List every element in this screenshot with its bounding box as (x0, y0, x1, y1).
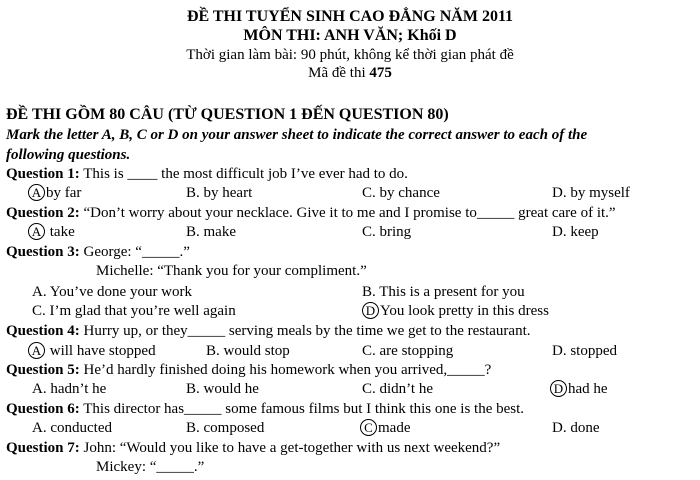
answer-circle-icon: C (360, 419, 377, 436)
question-1 (6, 165, 408, 183)
answer-circle-icon: A (28, 184, 45, 201)
question-text: John: “Would you like to have a get-together with us next weekend?” (83, 440, 501, 456)
instruction-line-1: Mark the letter A, B, C or D on your answer sheet to indicate the correct answer to each of the (6, 127, 588, 143)
q2-option-c: C. bring (362, 224, 412, 240)
exam-subject: MÔN THI: ANH VĂN; Khối D (243, 27, 457, 44)
exam-code-value: 475 (369, 65, 392, 81)
q4-option-c: C. are stopping (362, 343, 454, 359)
q5-option-b: B. would he (186, 381, 259, 397)
question-7-line-2: Mickey: “_____.” (96, 459, 205, 475)
question-label: Question 7: (6, 440, 80, 456)
question-text: He’d hardly finished doing his homework when you arrived,_____? (83, 362, 492, 378)
question-5 (6, 361, 491, 379)
q2-option-d: D. keep (552, 224, 599, 240)
q1-option-a: A by far (28, 184, 81, 202)
question-3 (6, 243, 190, 261)
q4-option-b: B. would stop (206, 343, 290, 359)
question-text: This director has_____ some famous films but I think this one is the best. (83, 401, 525, 417)
answer-circle-icon: D (362, 302, 379, 319)
question-label: Question 6: (6, 401, 80, 417)
question-label: Question 5: (6, 362, 80, 378)
q2-option-b: B. make (186, 224, 236, 240)
instruction-line-2: following questions. (6, 147, 131, 163)
q3-option-c: C. I’m glad that you’re well again (32, 303, 236, 319)
question-4 (6, 322, 530, 340)
q6-option-a: A. conducted (32, 420, 112, 436)
question-2 (6, 204, 616, 222)
exam-code-label: Mã đề thi (308, 65, 366, 81)
question-3-line-2: Michelle: “Thank you for your compliment.” (96, 263, 367, 279)
q5-option-d: D had he (550, 380, 608, 398)
q3-option-b: B. This is a present for you (362, 284, 525, 300)
question-text: “Don’t worry about your necklace. Give it to me and I promise to_____ great care of it.” (83, 205, 616, 221)
question-text: This is ____ the most difficult job I’ve ever had to do. (83, 166, 408, 182)
q6-option-b: B. composed (186, 420, 265, 436)
q1-option-b: B. by heart (186, 185, 253, 201)
section-heading: ĐỀ THI GỒM 80 CÂU (TỪ QUESTION 1 ĐẾN QUESTION 80) (6, 106, 449, 123)
question-6 (6, 400, 524, 418)
q1-option-c: C. by chance (362, 185, 440, 201)
question-text: Hurry up, or they_____ serving meals by the time we get to the restaurant. (83, 323, 531, 339)
q6-option-d: D. done (552, 420, 600, 436)
question-label: Question 4: (6, 323, 80, 339)
question-label: Question 1: (6, 166, 80, 182)
q5-option-c: C. didn’t he (362, 381, 433, 397)
exam-title: ĐỀ THI TUYỂN SINH CAO ĐẲNG NĂM 2011 (186, 8, 514, 25)
exam-time: Thời gian làm bài: 90 phút, không kể thời gian phát đề (186, 47, 514, 63)
question-text: George: “_____.” (83, 244, 190, 260)
q5-option-a: A. hadn’t he (32, 381, 107, 397)
exam-code (0, 64, 700, 82)
q2-option-a: A take (28, 223, 75, 241)
answer-circle-icon: A (28, 223, 45, 240)
answer-circle-icon: D (550, 380, 567, 397)
question-label: Question 3: (6, 244, 80, 260)
q6-option-c: C made (360, 419, 410, 437)
q1-option-d: D. by myself (552, 185, 630, 201)
question-label: Question 2: (6, 205, 80, 221)
q4-option-a: A will have stopped (28, 342, 156, 360)
q3-option-a: A. You’ve done your work (32, 284, 193, 300)
q3-option-d: D You look pretty in this dress (362, 302, 549, 320)
answer-circle-icon: A (28, 342, 45, 359)
question-7 (6, 439, 500, 457)
q4-option-d: D. stopped (552, 343, 618, 359)
